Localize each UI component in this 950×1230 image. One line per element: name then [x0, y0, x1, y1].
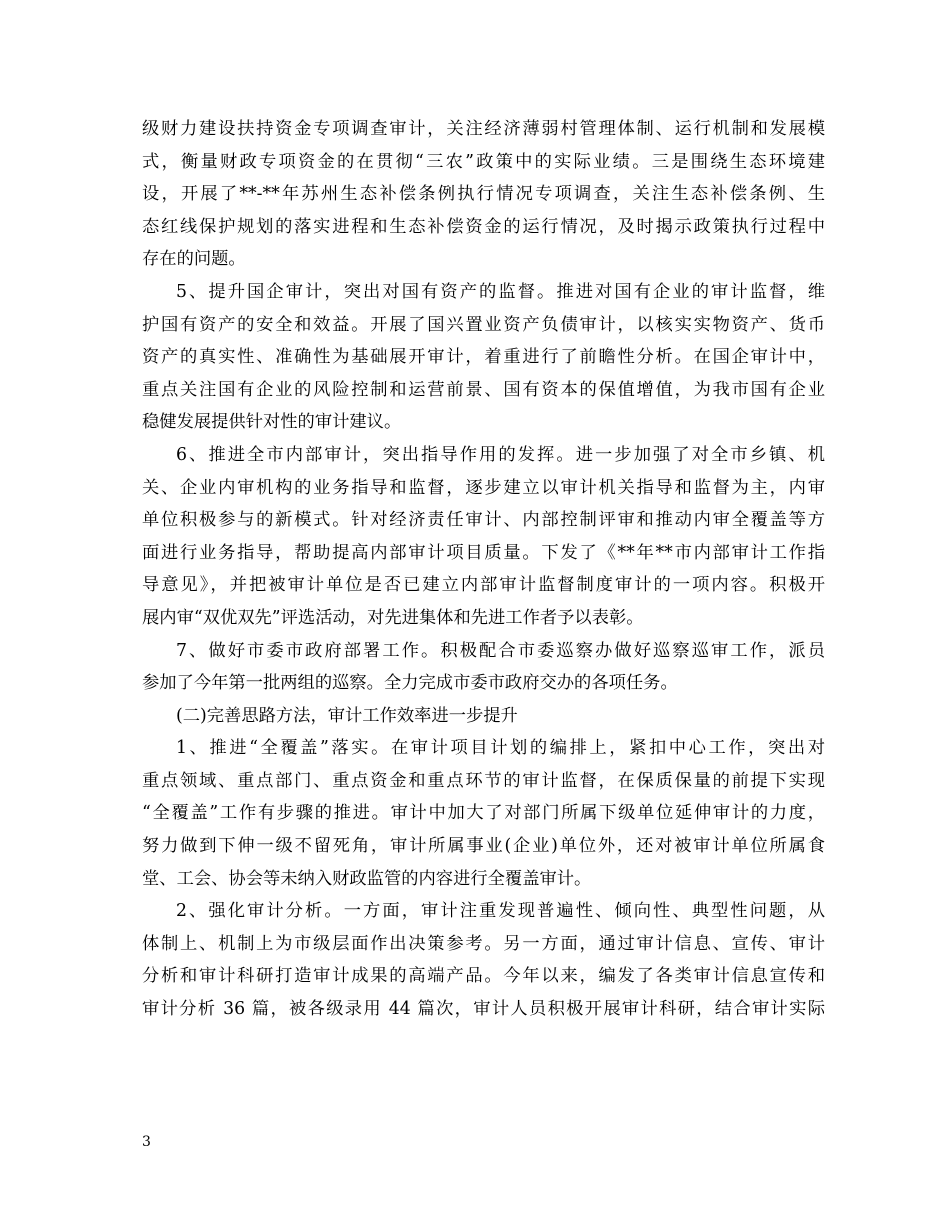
text-line: 单位积极参与的新模式。针对经济责任审计、内部控制评审和推动内审全覆盖等方 [142, 510, 825, 531]
text-line: 展内审“双优双先”评选活动，对先进集体和先进工作者予以表彰。 [142, 607, 644, 628]
document-body [142, 113, 825, 1026]
text-line: 审计分析 36 篇，被各级录用 44 篇次，审计人员积极开展审计科研，结合审计实际 [142, 999, 825, 1020]
text-line: 5、提升国企审计，突出对国有资产的监督。推进对国有企业的审计监督，维 [176, 281, 825, 302]
text-line: 稳健发展提供针对性的审计建议。 [142, 412, 402, 433]
text-line: 设，开展了**-**年苏州生态补偿条例执行情况专项调查，关注生态补偿条例、生 [142, 184, 825, 205]
text-line: 1、推进“全覆盖”落实。在审计项目计划的编排上，紧扣中心工作，突出对 [176, 738, 825, 759]
text-line: 重点领域、重点部门、重点资金和重点环节的审计监督，在保质保量的前提下实现 [142, 770, 825, 791]
text-line: 面进行业务指导，帮助提高内部审计项目质量。下发了《**年**市内部审计工作指 [142, 542, 825, 563]
text-line: 级财力建设扶持资金专项调查审计，关注经济薄弱村管理体制、运行机制和发展模 [142, 119, 825, 139]
text-line: 护国有资产的安全和效益。开展了国兴置业资产负债审计，以核实实物资产、货币 [142, 314, 825, 335]
text-line: 重点关注国有企业的风险控制和运营前景、国有资本的保值增值，为我市国有企业 [142, 379, 825, 400]
text-line: 堂、工会、协会等未纳入财政监管的内容进行全覆盖审计。 [142, 868, 592, 889]
text-line: 7、做好市委市政府部署工作。积极配合市委巡察办做好巡察巡审工作，派员 [176, 640, 825, 661]
text-line: 努力做到下伸一级不留死角，审计所属事业(企业)单位外，还对被审计单位所属食 [142, 836, 825, 857]
text-line: 关、企业内审机构的业务指导和监督，逐步建立以审计机关指导和监督为主，内审 [142, 477, 825, 498]
text-line: “全覆盖”工作有步骤的推进。审计中加大了对部门所属下级单位延伸审计的力度， [142, 803, 825, 824]
text-line: 6、推进全市内部审计，突出指导作用的发挥。进一步加强了对全市乡镇、机 [176, 444, 825, 465]
text-line: 体制上、机制上为市级层面作出决策参考。另一方面，通过审计信息、宣传、审计 [142, 933, 825, 954]
text-line: 2、强化审计分析。一方面，审计注重发现普遍性、倾向性、典型性问题，从 [176, 901, 825, 922]
page-number: 3 [142, 1134, 151, 1150]
text-line: 分析和审计科研打造审计成果的高端产品。今年以来，编发了各类审计信息宣传和 [142, 966, 825, 987]
text-line: 资产的真实性、准确性为基础展开审计，着重进行了前瞻性分析。在国企审计中， [142, 347, 825, 368]
text-line: 态红线保护规划的落实进程和生态补偿资金的运行情况，及时揭示政策执行过程中 [142, 216, 825, 237]
text-line: 存在的问题。 [142, 249, 246, 270]
text-line: 式，衡量财政专项资金的在贯彻“三农”政策中的实际业绩。三是围绕生态环境建 [142, 151, 825, 172]
text-line: (二)完善思路方法，审计工作效率进一步提升 [176, 705, 518, 726]
text-line: 导意见》，并把被审计单位是否已建立内部审计监督制度审计的一项内容。积极开 [142, 575, 825, 596]
text-line: 参加了今年第一批两组的巡察。全力完成市委市政府交办的各项任务。 [142, 673, 678, 694]
